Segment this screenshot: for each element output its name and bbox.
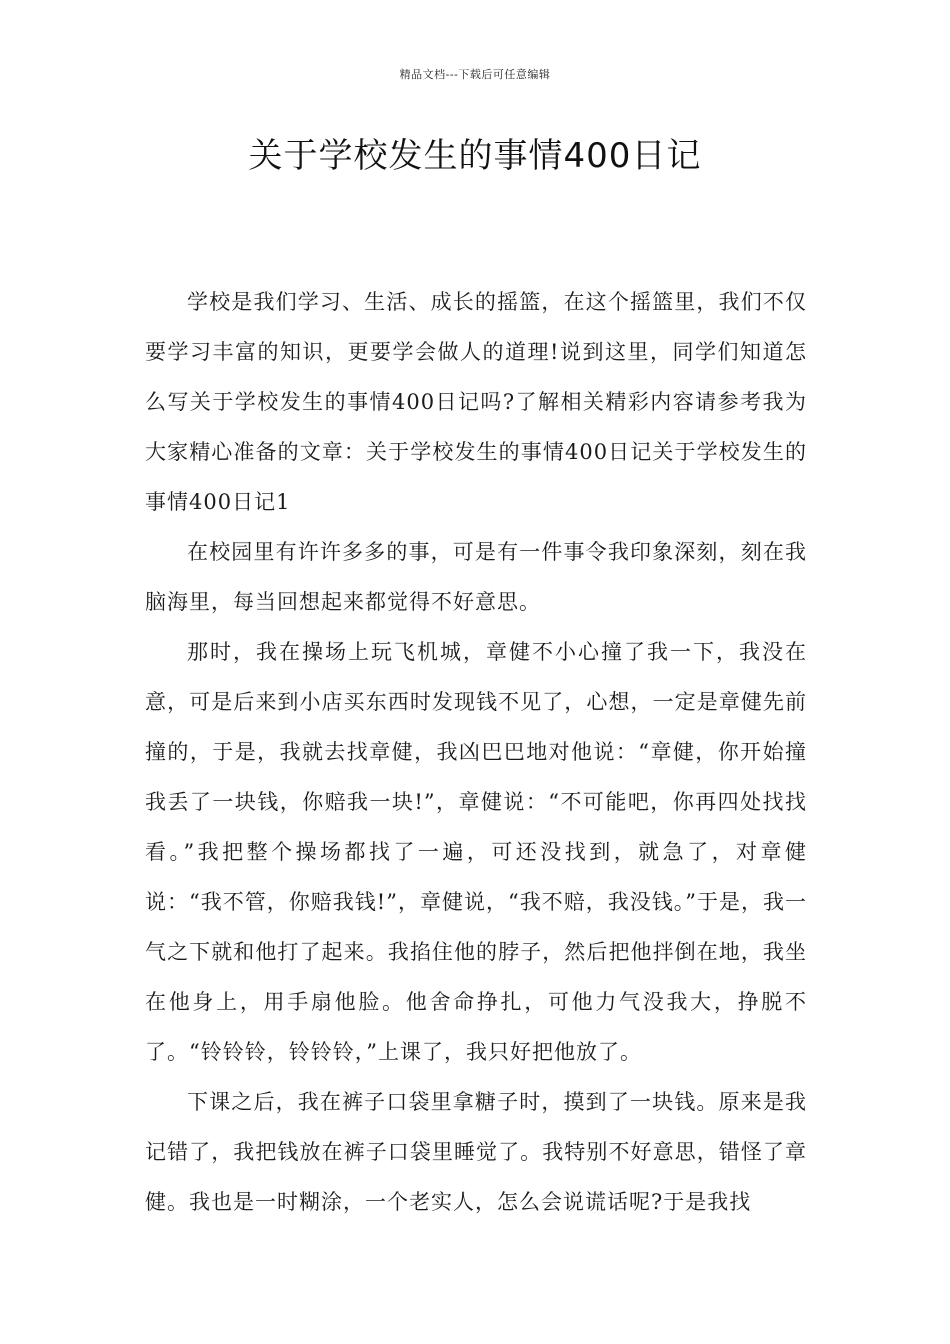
paragraph-3: 那时，我在操场上玩飞机城，章健不小心撞了我一下，我没在意，可是后来到小店买东西时发现钱不见了，心想，一定是章健先前撞的，于是，我就去找章健，我凶巴巴地对他说：“章健，你开始撞我丢了一块钱，你赔我一块!”，章健说：“不可能吧，你再四处找找看。”我把整个操场都找了一遍，可还没找到，就急了，对章健说：“我不管，你赔我钱!”，章健说，“我不赔，我没钱。”于是，我一气之下就和他打了起来。我掐住他的脖子，然后把他拌倒在地，我坐在他身上，用手扇他脸。他舍命挣扎，可他力气没我大，挣脱不了。“铃铃铃，铃铃铃，”上课了，我只好把他放了。 bbox=[145, 640, 807, 1064]
document-title: 关于学校发生的事情400日记 bbox=[248, 136, 702, 176]
paragraph-intro: 学校是我们学习、生活、成长的摇篮，在这个摇篮里，我们不仅要学习丰富的知识，更要学会做人的道理!说到这里，同学们知道怎么写关于学校发生的事情400日记吗?了解相关精彩内容请参考我为大家精心准备的文章：关于学校发生的事情400日记关于学校发生的事情400日记1 bbox=[145, 290, 807, 514]
paragraph-2: 在校园里有许许多多的事，可是有一件事令我印象深刻，刻在我脑海里，每当回想起来都觉得不好意思。 bbox=[145, 540, 807, 614]
paragraph-4: 下课之后，我在裤子口袋里拿糖子时，摸到了一块钱。原来是我记错了，我把钱放在裤子口袋里睡觉了。我特别不好意思，错怪了章健。我也是一时糊涂，一个老实人，怎么会说谎话呢?于是我找 bbox=[145, 1090, 807, 1214]
document-body bbox=[145, 277, 807, 1227]
page-header: 精品文档---下载后可任意编辑 bbox=[399, 68, 551, 81]
